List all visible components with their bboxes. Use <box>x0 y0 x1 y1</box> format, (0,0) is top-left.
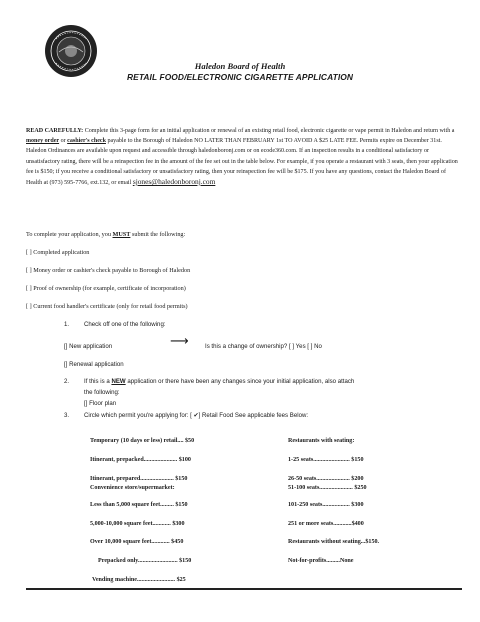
step-3-text[interactable]: Circle which permit you're applying for: [ ✔] Retail Food See applicable fees Below: <box>84 412 309 419</box>
intro-text-2: payable to the Borough of Haledon NO LATER THAN FEBRUARY 1st TO AVOID A $25 LATE FEE. Permits expire on December 31st. Haledon Ordinances are available upon request and accessible through haledonboronj.com or on ecode360.com. If an inspection results in a conditional satisfactory or unsatisfactory rating, there will be a reinspection fee in the amount of the fee set out in the table below. For example, if you operate a restaurant with 3 seats, then your application fee is $150; if you receive a conditional satisfactory or unsatisfactory rating, then your reinspection fee will be $175. If you have any questions, contact the Haledon Board of Health at (973) 595-7766, ext.132, or email <box>26 138 458 187</box>
fee-no-seating: Restaurants without seating...$150. <box>288 539 380 545</box>
new-application-checkbox[interactable]: [] New application <box>64 343 113 350</box>
step-1-number: 1. <box>64 321 70 328</box>
checklist-item[interactable]: [ ] Current food handler's certificate (only for retail food permits) <box>26 303 188 310</box>
cashiers-check-text: cashier's check <box>67 138 106 145</box>
requirements-lead-a: To complete your application, you <box>26 231 113 238</box>
intro-text-1: Complete this 3-page form for an initial application or renewal of an existing retail food, electronic cigarette or vape permit in Haledon and return with a <box>83 128 455 134</box>
floor-plan-checkbox[interactable]: [] Floor plan <box>84 400 117 407</box>
requirements-lead <box>26 231 185 238</box>
step-2-text <box>84 378 354 385</box>
convenience-store-heading: Convenience store/supermarket: <box>90 485 175 491</box>
fee-26-50-seats: 26-50 seats...................... $200 <box>288 476 364 482</box>
instructions-paragraph <box>26 126 460 188</box>
fee-not-for-profits: Not-for-profits.........None <box>288 558 354 564</box>
step-2-text-a: If this is a <box>84 378 112 385</box>
requirements-lead-b: submit the following: <box>130 231 186 238</box>
email-link[interactable]: sjones@haledonboronj.com <box>132 177 216 187</box>
step-1-text: Check off one of the following: <box>84 321 166 328</box>
step-3-number: 3. <box>64 412 70 419</box>
step-2-number: 2. <box>64 378 70 385</box>
new-text: NEW <box>111 378 126 385</box>
form-subtitle: RETAIL FOOD/ELECTRONIC CIGARETTE APPLICATION <box>126 72 354 82</box>
fee-1-25-seats: 1-25 seats........................ $150 <box>288 457 364 463</box>
fee-251-plus-seats: 251 or more seats............$400 <box>288 521 364 527</box>
checklist-item[interactable]: [ ] Completed application <box>26 249 90 256</box>
fee-itinerant-prepacked: Itinerant, prepacked...................... $100 <box>90 457 191 463</box>
arrow-right-icon: ⟶ <box>170 333 189 348</box>
must-text: MUST <box>112 231 131 238</box>
checklist-item[interactable]: [ ] Money order or cashier's check payable to Borough of Haledon <box>26 267 191 274</box>
fee-over-10000: Over 10,000 square feet............ $450 <box>90 539 184 545</box>
page-title: Haledon Board of Health <box>194 61 286 71</box>
or-text: or <box>59 138 68 145</box>
ownership-question[interactable]: Is this a change of ownership? [ ] Yes [ ] No <box>205 343 322 350</box>
fee-temporary: Temporary (10 days or less) retail.... $50 <box>90 438 195 444</box>
fee-under-5000: Less than 5,000 square feet......... $150 <box>90 502 188 508</box>
fee-itinerant-prepared: Itinerant, prepared...................... $150 <box>90 476 188 482</box>
fee-51-100-seats: 51-100 seats...................... $250 <box>288 485 367 491</box>
fee-prepacked-only: Prepacked only.......................... $150 <box>98 558 192 564</box>
step-2-text-c: the following: <box>84 389 120 396</box>
checklist-item[interactable]: [ ] Proof of ownership (for example, certificate of incorporation) <box>26 285 186 292</box>
restaurants-seating-heading: Restaurants with seating: <box>288 438 355 444</box>
step-2-text-b: application or there have been any changes since your initial application, also attach <box>125 378 355 385</box>
renewal-application-checkbox[interactable]: [] Renewal application <box>64 361 124 368</box>
fee-vending-machine: Vending machine......................... $25 <box>92 577 186 583</box>
fee-5000-10000: 5,000-10,000 square feet............ $300 <box>90 521 185 527</box>
read-carefully-label: READ CAREFULLY: <box>26 128 84 134</box>
fee-101-250-seats: 101-250 seats.................. $300 <box>288 502 364 508</box>
bottom-divider <box>26 588 462 590</box>
money-order-text: money order <box>26 138 60 145</box>
